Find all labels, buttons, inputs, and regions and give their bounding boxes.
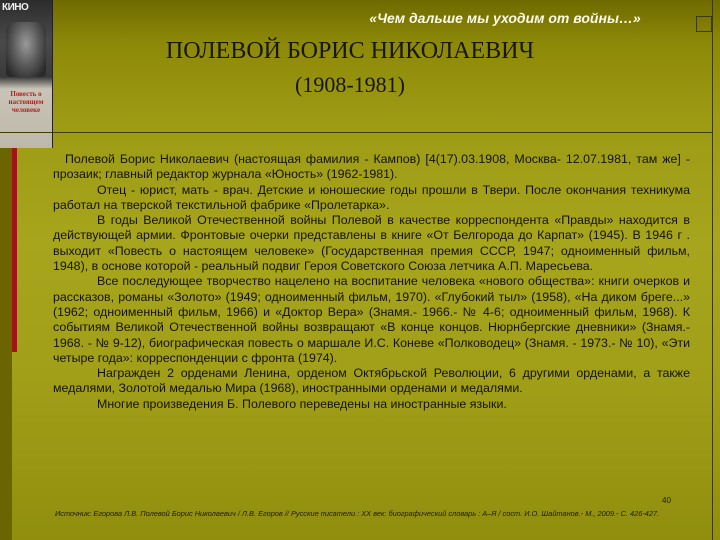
page-number: 40 — [662, 496, 671, 505]
portrait-photo — [6, 22, 46, 77]
book-cover-title: Повесть о настоящем человеке — [8, 90, 44, 114]
paragraph: Награжден 2 орденами Ленина, орденом Октябрьской Революции, 6 другими орденами, а также медалями, Золотой медалью Мира (1968), иностранными орденами и медалями. — [53, 366, 690, 396]
life-years: (1908-1981) — [295, 72, 405, 97]
page-title: ПОЛЕВОЙ БОРИС НИКОЛАЕВИЧ — [165, 38, 535, 64]
vertical-divider — [712, 0, 713, 540]
paragraph: В годы Великой Отечественной войны Полевой в качестве корреспондента «Правды» находится в действующей армии. Фронтовые очерки представлены в книге «От Белгорода до Карпат» (1945). В 1946 г . выходит «Повесть о настоящем человеке» (Государственная премия СССР, 1947; одноименный фильм, 1948), в основе которой - реальный подвиг Героя Советского Союза летчика А.П. Маресьева. — [53, 213, 690, 274]
paragraph: Отец - юрист, мать - врач. Детские и юношеские годы прошли в Твери. После окончания техникума работал на тверской текстильной фабрике «Пролетарка». — [53, 182, 690, 212]
epigraph: «Чем дальше мы уходим от войны…» — [369, 10, 641, 26]
paragraph: Многие произведения Б. Полевого переведены на иностранные языки. — [97, 396, 507, 411]
biography-text — [53, 152, 690, 412]
horizontal-divider — [0, 132, 712, 133]
source-citation: Источник: Егорова Л.В. Полевой Борис Николаевич / Л.В. Егоров // Русские писатели : XX век: биографический словарь : А–Я / сост. И.О. Шайтанов.- М., 2009.- С. 426-427. — [55, 509, 660, 518]
book-cover-series: КИНО — [2, 2, 29, 13]
paragraph: Все последующее творчество нацелено на воспитание человека «нового общества»: книги очерков и рассказов, романы «Золото» (1949; одноименный фильм, 1970). «Глубокий тыл» (1958), «На диком бреге...» (1962; одноименный фильм, 1966) и «Доктор Вера» (Знамя.- 1966.- № 4-6; одноименный фильм, 1968). К событиям Великой Отечественной войны возвращают «В конце концов. Нюрнбергские дневники» (Знамя.- 1968. - № 9-12), биографическая повесть о маршале И.С. Коневе «Полководец» (Знамя. - 1973.- № 10), «Эти четыре года»: корреспонденции с фронта (1974). — [53, 274, 690, 365]
paragraph: Полевой Борис Николаевич (настоящая фамилия - Кампов) [4(17).03.1908, Москва- 12.07.1981, там же] - прозаик; главный редактор журнала «Юность» (1962-1981). — [53, 152, 690, 182]
book-cover-image — [0, 0, 53, 148]
